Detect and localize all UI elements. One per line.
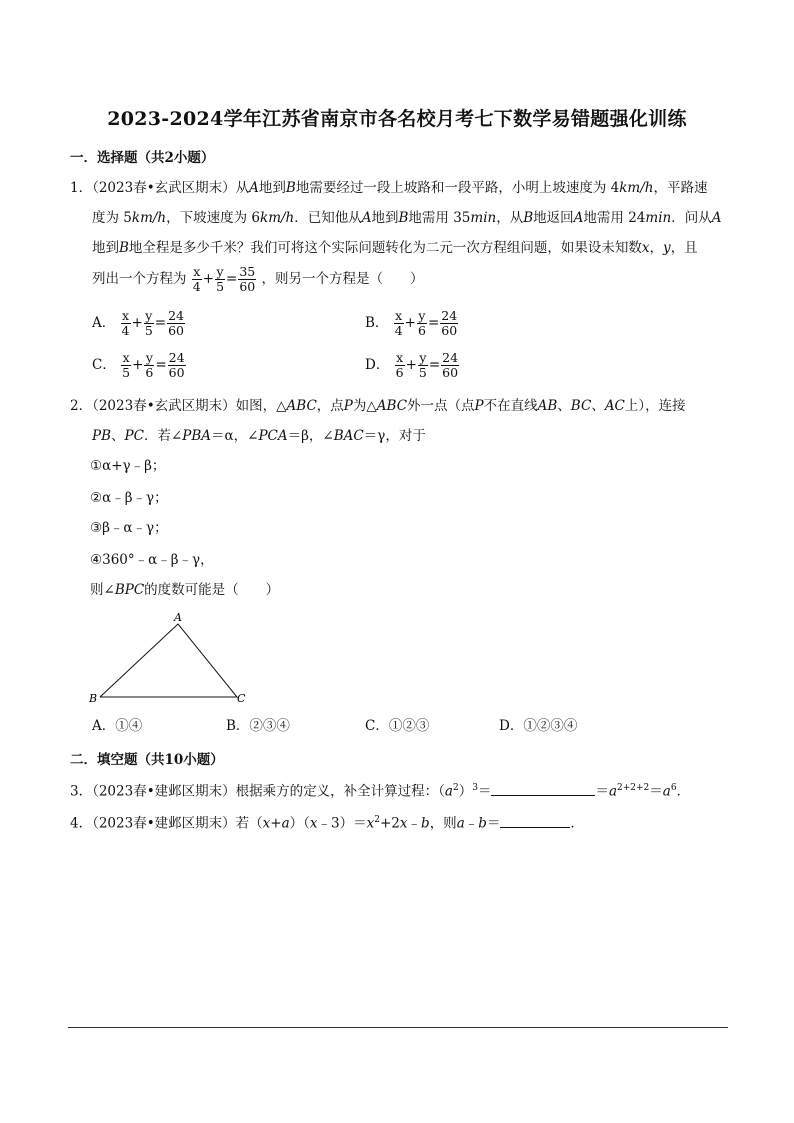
vertex-label-c: C [237, 692, 246, 705]
footer-divider [68, 1027, 728, 1028]
q1-line1: 1．（2023春•玄武区期末）从A地到B地需要经过一段上坡路和一段平路，小明上坡速度为 4km/h，平路速 [70, 180, 708, 196]
q1-line4: 列出一个方程为 $\frac{x}{4}$ + $\frac{y}{5}$ = $\frac{35}{60}$ ，则另一个方程是（ ） [92, 264, 424, 294]
q1-line2: 度为 5km/h，下坡速度为 6km/h．已知他从A地到B地需用 35min，从B地返回A地需用 24min．问从A [92, 210, 722, 226]
q2-question-line: 则∠BPC的度数可能是（ ） [90, 582, 280, 598]
q3-answer-blank[interactable] [491, 781, 595, 796]
vertex-label-b: B [89, 692, 98, 705]
q2-line2: PB、PC．若∠PBA＝α，∠PCA＝β，∠BAC＝γ，对于 [92, 428, 426, 444]
q2-item-4: ④360°﹣α﹣β﹣γ， [90, 552, 214, 568]
q2-line1: 2．（2023春•玄武区期末）如图，△ABC，点P为△ABC外一点（点P不在直线AB、BC、AC上），连接 [70, 398, 686, 414]
page-title: 2023-2024学年江苏省南京市各名校月考七下数学易错题强化训练 [107, 108, 687, 130]
triangle-abc [100, 624, 237, 697]
q1-option-d[interactable]: D． $\frac{x}{6}$ + $\frac{y}{5}$ = $\frac{24}{60}$ [365, 350, 459, 380]
q1-option-a[interactable]: A． $\frac{x}{4}$ + $\frac{y}{5}$ = $\frac{24}{60}$ [92, 308, 184, 338]
q1-option-c[interactable]: C． $\frac{x}{5}$ + $\frac{y}{6}$ = $\frac{24}{60}$ [92, 350, 185, 380]
q1-line3: 地到B地全程是多少千米？我们可将这个实际问题转化为二元一次方程组问题，如果设未知数x，y，且 [92, 240, 698, 256]
triangle-figure [86, 608, 256, 708]
q2-option-d[interactable]: D．①②③④ [499, 718, 578, 734]
vertex-label-a: A [174, 611, 182, 624]
section-heading-choice: 一．选择题（共2小题） [70, 150, 215, 166]
q2-item-2: ②α﹣β﹣γ； [90, 490, 168, 506]
q2-option-a[interactable]: A．①④ [92, 718, 143, 734]
section-heading-fill: 二．填空题（共10小题） [70, 752, 224, 768]
q2-option-b[interactable]: B．②③④ [226, 718, 290, 734]
q4-line: 4．（2023春•建邺区期末）若$(x+a)(x﹣3)=x^2+2x﹣b$，则a﹣b＝ ． [70, 810, 584, 834]
q3-line: 3．（2023春•建邺区期末）根据乘方的定义，补全计算过程：$(a^2)^3= =a^{2+2+2}=a^6$． [70, 778, 690, 802]
q1-option-b[interactable]: B． $\frac{x}{4}$ + $\frac{y}{6}$ = $\frac{24}{60}$ [365, 308, 458, 338]
q2-item-3: ③β﹣α﹣γ； [90, 520, 168, 536]
q2-item-1: ①α+γ﹣β； [90, 458, 166, 474]
q4-answer-blank[interactable] [500, 813, 570, 828]
q2-option-c[interactable]: C．①②③ [365, 718, 430, 734]
